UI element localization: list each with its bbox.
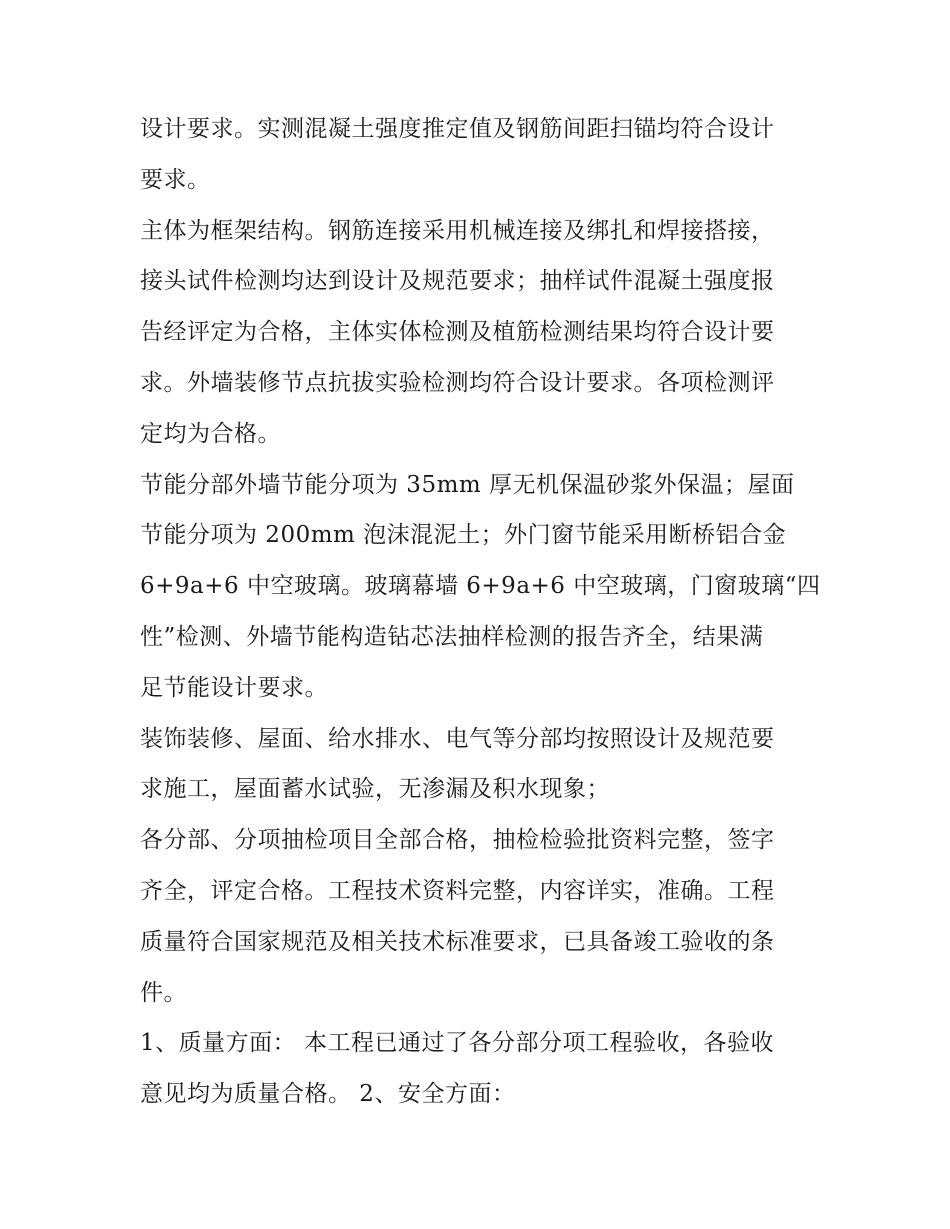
- text-line: 性”检测、外墙节能构造钻芯法抽样检测的报告齐全，结果满: [140, 623, 764, 650]
- paragraph-energy-saving: [140, 460, 820, 714]
- text-line: 求。外墙装修节点抗拔实验检测均符合设计要求。各项检测评: [140, 369, 775, 396]
- paragraph-design-requirements: [140, 104, 820, 206]
- paragraph-main-structure: [140, 206, 820, 460]
- text-line: 主体为框架结构。钢筋连接采用机械连接及绑扎和焊接搭接，: [140, 217, 775, 244]
- paragraph-inspection-summary: [140, 815, 820, 1018]
- text-line: 6+9a+6 中空玻璃。玻璃幕墙 6+9a+6 中空玻璃，门窗玻璃“四: [140, 573, 821, 600]
- text-line: 足节能设计要求。: [140, 674, 328, 701]
- text-line: 告经评定为合格，主体实体检测及植筋检测结果均符合设计要: [140, 319, 775, 346]
- document-body: [140, 104, 820, 1120]
- text-line: 设计要求。实测混凝土强度推定值及钢筋间距扫锚均符合设计: [140, 116, 775, 142]
- text-line: 定均为合格。: [140, 420, 281, 447]
- text-line: 装饰装修、屋面、给水排水、电气等分部均按照设计及规范要: [140, 725, 775, 752]
- text-line: 接头试件检测均达到设计及规范要求；抽样试件混凝土强度报: [140, 268, 775, 295]
- text-line: 件。: [140, 979, 187, 1006]
- text-line: 节能分部外墙节能分项为 35mm 厚无机保温砂浆外保温；屋面: [140, 471, 795, 498]
- text-line: 意见均为质量合格。 2、安全方面：: [140, 1081, 516, 1108]
- text-line: 要求。: [140, 166, 211, 193]
- text-line: 1、质量方面： 本工程已通过了各分部分项工程验收，各验收: [140, 1030, 774, 1057]
- text-line: 节能分项为 200mm 泡沫混泥土；外门窗节能采用断桥铝合金: [140, 522, 787, 549]
- text-line: 齐全，评定合格。工程技术资料完整，内容详实，准确。工程: [140, 877, 775, 904]
- text-line: 各分部、分项抽检项目全部合格，抽检检验批资料完整，签字: [140, 827, 775, 854]
- paragraph-decoration: [140, 714, 820, 816]
- text-line: 质量符合国家规范及相关技术标准要求，已具备竣工验收的条: [140, 928, 775, 955]
- paragraph-quality-safety: [140, 1018, 820, 1120]
- text-line: 求施工，屋面蓄水试验，无渗漏及积水现象；: [140, 776, 610, 803]
